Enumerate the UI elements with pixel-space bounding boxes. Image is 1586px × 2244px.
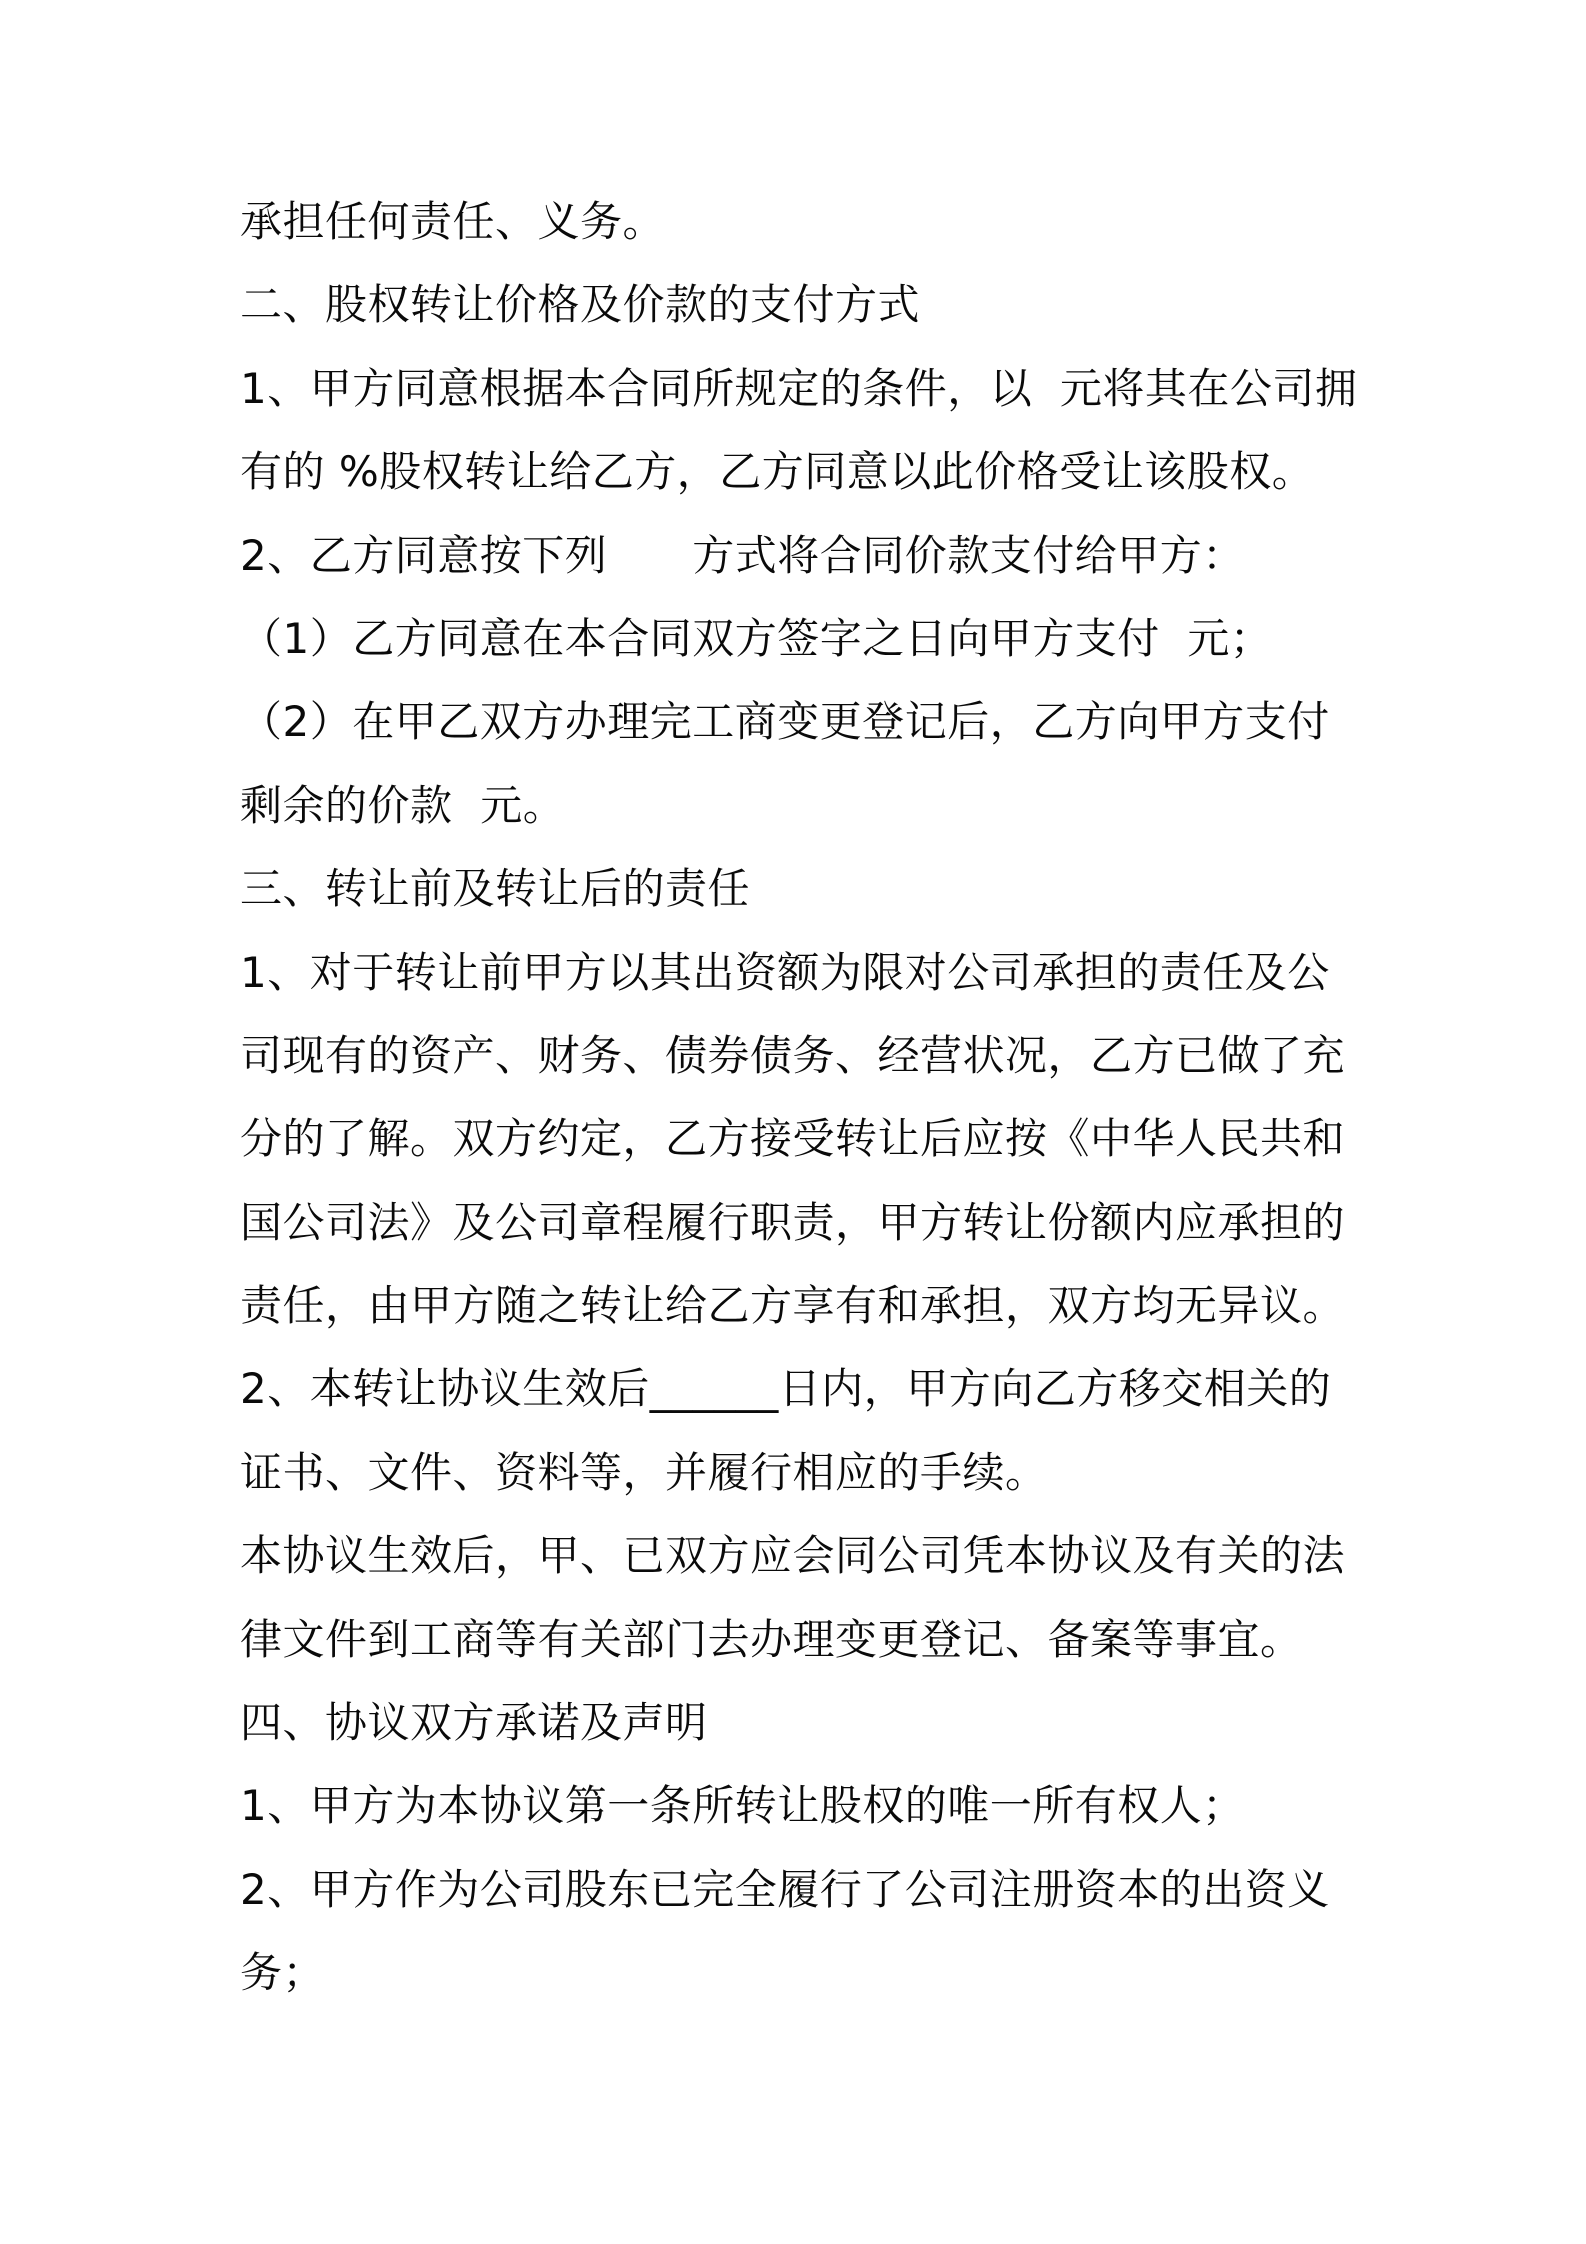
clause-line: 2、甲方作为公司股东已完全履行了公司注册资本的出资义 bbox=[240, 1864, 1330, 1914]
paragraph-line: 律文件到工商等有关部门去办理变更登记、备案等事宜。 bbox=[240, 1614, 1303, 1664]
clause-line: 1、对于转让前甲方以其出资额为限对公司承担的责任及公 bbox=[240, 947, 1330, 997]
sub-clause-line: 剩余的价款 元。 bbox=[240, 780, 566, 830]
sub-clause-line: （1）乙方同意在本合同双方签字之日向甲方支付 元； bbox=[240, 613, 1273, 663]
clause-line: 务； bbox=[240, 1948, 326, 1998]
clause-line: 有的 %股权转让给乙方，乙方同意以此价格受让该股权。 bbox=[240, 447, 1315, 497]
clause-line: 国公司法》及公司章程履行职责，甲方转让份额内应承担的 bbox=[240, 1197, 1346, 1247]
section-heading-price-payment: 二、股权转让价格及价款的支付方式 bbox=[240, 280, 921, 330]
clause-line: 2、乙方同意按下列 方式将合同价款支付给甲方： bbox=[240, 530, 1245, 580]
paragraph-line: 本协议生效后，甲、已双方应会同公司凭本协议及有关的法 bbox=[240, 1531, 1346, 1581]
clause-line: 1、甲方同意根据本合同所规定的条件，以 元将其在公司拥 bbox=[240, 363, 1358, 413]
paragraph-continuation-line: 承担任何责任、义务。 bbox=[240, 197, 666, 246]
clause-line: 2、本转让协议生效后______日内，甲方向乙方移交相关的 bbox=[240, 1364, 1332, 1414]
clause-line: 责任，由甲方随之转让给乙方享有和承担，双方均无异议。 bbox=[240, 1281, 1346, 1331]
clause-line: 1、甲方为本协议第一条所转让股权的唯一所有权人； bbox=[240, 1781, 1245, 1831]
clause-line: 分的了解。双方约定，乙方接受转让后应按《中华人民共和 bbox=[240, 1114, 1346, 1164]
section-heading-commitments: 四、协议双方承诺及声明 bbox=[240, 1698, 708, 1748]
clause-line: 证书、文件、资料等，并履行相应的手续。 bbox=[240, 1447, 1048, 1497]
document-body bbox=[240, 180, 1360, 2015]
section-heading-responsibility: 三、转让前及转让后的责任 bbox=[240, 864, 751, 914]
sub-clause-line: （2）在甲乙双方办理完工商变更登记后，乙方向甲方支付 bbox=[240, 697, 1330, 747]
clause-line: 司现有的资产、财务、债券债务、经营状况，乙方已做了充 bbox=[240, 1030, 1346, 1080]
